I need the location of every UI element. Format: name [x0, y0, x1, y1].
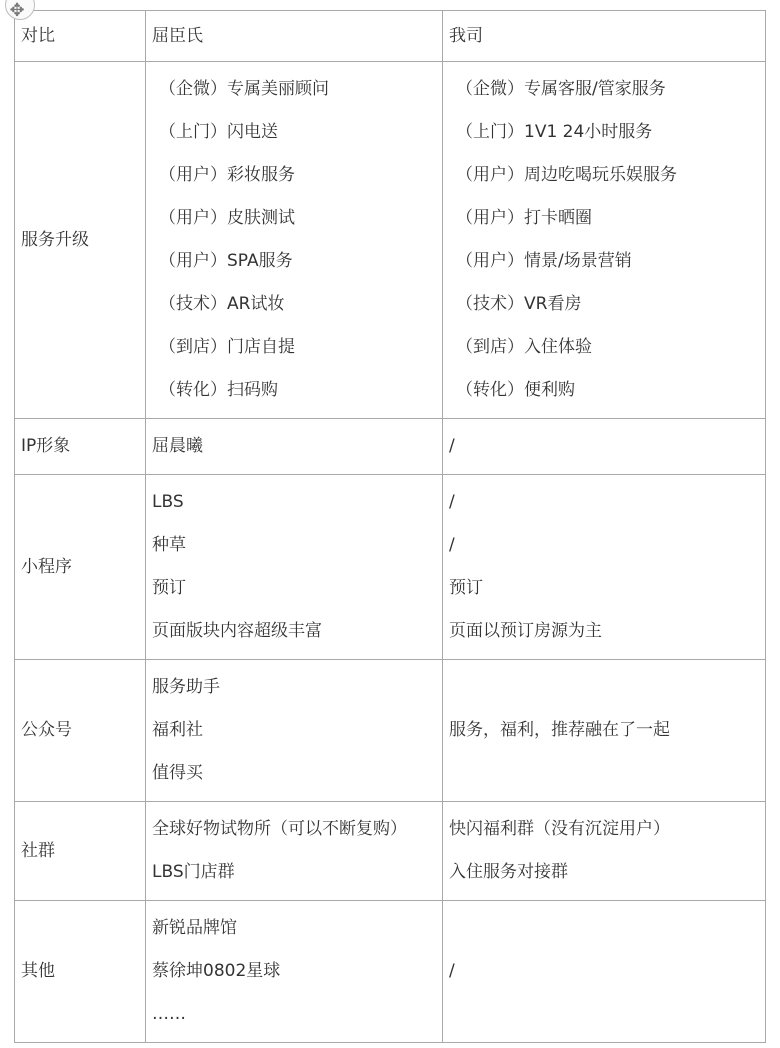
move-arrows-icon: ✥ — [9, 0, 25, 21]
list-item: 预订 — [152, 578, 186, 598]
category-cell: 其他 — [15, 901, 146, 1043]
list-item: LBS门店群 — [152, 862, 235, 882]
ours-cell — [443, 660, 766, 802]
list-item: 种草 — [152, 535, 186, 555]
list-item: 预订 — [449, 578, 483, 598]
list-item: 快闪福利群（没有沉淀用户） — [449, 819, 670, 839]
category-cell: 服务升级 — [15, 62, 146, 419]
table-row-service-upgrade — [15, 62, 766, 419]
watsons-cell — [146, 901, 443, 1043]
watsons-cell — [146, 419, 443, 475]
table-row-community — [15, 802, 766, 901]
list-item: 屈晨曦 — [152, 436, 203, 456]
ours-cell — [443, 901, 766, 1043]
list-item: （企微）专属美丽顾问 — [159, 79, 329, 99]
list-item: （企微）专属客服/管家服务 — [456, 79, 666, 99]
list-item: / — [449, 436, 455, 456]
list-item: / — [449, 961, 455, 981]
list-item: （上门）1V1 24小时服务 — [456, 122, 653, 142]
list-item: 页面以预订房源为主 — [449, 621, 602, 641]
list-item: 页面版块内容超级丰富 — [152, 621, 322, 641]
list-item: （到店）门店自提 — [159, 337, 295, 357]
list-item: （用户）SPA服务 — [159, 251, 293, 271]
list-item: 蔡徐坤0802星球 — [152, 961, 281, 981]
list-item: 全球好物试物所（可以不断复购） — [152, 819, 407, 839]
category-cell: 公众号 — [15, 660, 146, 802]
list-item: （上门）闪电送 — [159, 122, 278, 142]
ours-cell — [443, 62, 766, 419]
list-item: LBS — [152, 492, 184, 512]
list-item: （用户）周边吃喝玩乐娱服务 — [456, 165, 677, 185]
watsons-cell — [146, 660, 443, 802]
table-move-handle[interactable] — [1, 0, 33, 22]
header-cell-ours: 我司 — [443, 11, 766, 62]
table-row-other — [15, 901, 766, 1043]
watsons-cell — [146, 802, 443, 901]
category-cell: 小程序 — [15, 475, 146, 660]
list-item: （转化）便利购 — [456, 380, 575, 400]
list-item: / — [449, 535, 455, 555]
ours-cell — [443, 419, 766, 475]
header-cell-compare: 对比 — [15, 11, 146, 62]
header-cell-watsons: 屈臣氏 — [146, 11, 443, 62]
list-item: 入住服务对接群 — [449, 862, 568, 882]
list-item: 服务，福利，推荐融在了一起 — [449, 720, 670, 740]
ours-cell — [443, 802, 766, 901]
list-item: 服务助手 — [152, 677, 220, 697]
list-item: 值得买 — [152, 763, 203, 783]
list-item: （用户）皮肤测试 — [159, 208, 295, 228]
list-item: …… — [152, 1004, 186, 1024]
table-row-official-account — [15, 660, 766, 802]
comparison-table — [14, 10, 766, 1043]
ours-cell — [443, 475, 766, 660]
list-item: （到店）入住体验 — [456, 337, 592, 357]
list-item: （用户）情景/场景营销 — [456, 251, 632, 271]
watsons-cell — [146, 475, 443, 660]
list-item: （技术）AR试妆 — [159, 294, 285, 314]
list-item: （用户）打卡晒圈 — [456, 208, 592, 228]
table-row-ip-image — [15, 419, 766, 475]
list-item: 新锐品牌馆 — [152, 918, 237, 938]
table-header-row — [15, 11, 766, 62]
list-item: （转化）扫码购 — [159, 380, 278, 400]
list-item: / — [449, 492, 455, 512]
category-cell: 社群 — [15, 802, 146, 901]
category-cell: IP形象 — [15, 419, 146, 475]
list-item: 福利社 — [152, 720, 203, 740]
table-row-mini-program — [15, 475, 766, 660]
watsons-cell — [146, 62, 443, 419]
list-item: （用户）彩妆服务 — [159, 165, 295, 185]
list-item: （技术）VR看房 — [456, 294, 582, 314]
